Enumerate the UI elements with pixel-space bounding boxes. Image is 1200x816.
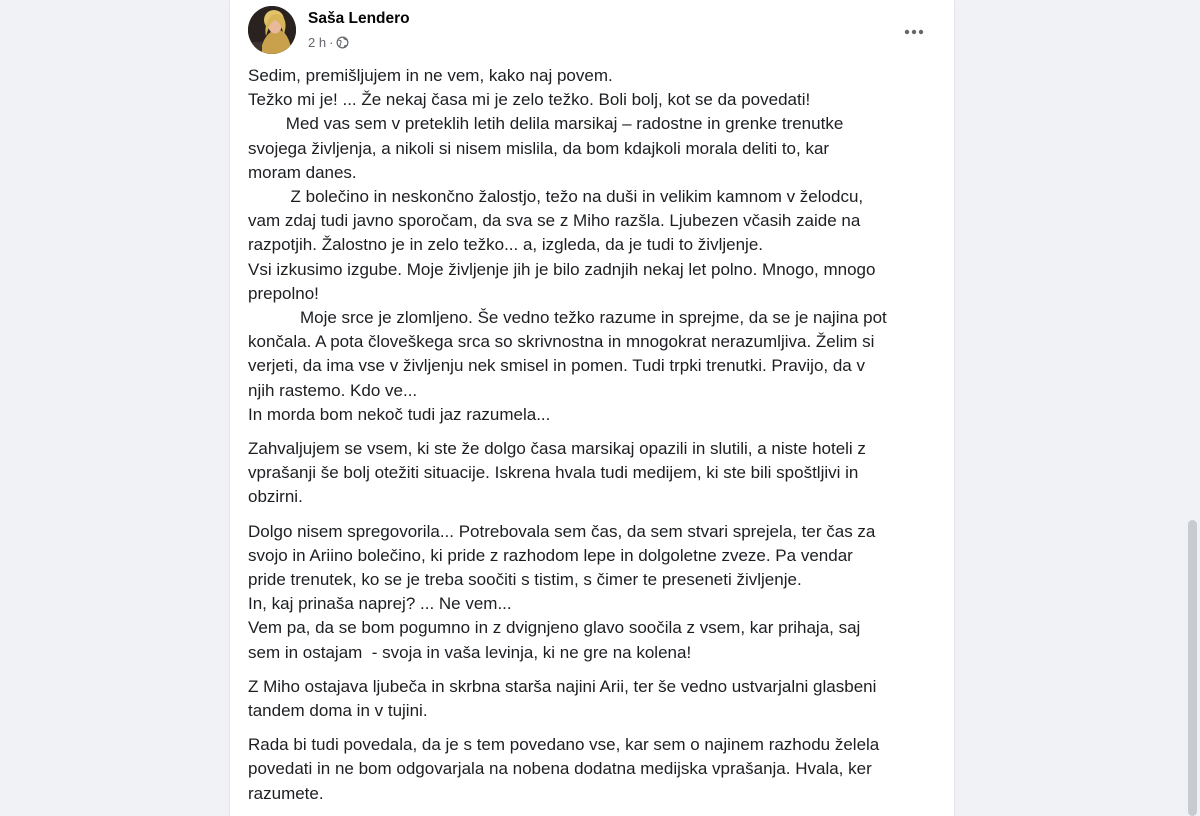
post-text-line: Moje srce je zlomljeno. Še vedno težko razume in sprejme, da se je najina pot xyxy=(248,308,887,328)
more-options-button[interactable] xyxy=(896,14,932,50)
post-header xyxy=(248,6,938,58)
meta-separator: · xyxy=(329,35,334,50)
post-text-line: In morda bom nekoč tudi jaz razumela... xyxy=(248,404,551,424)
post-body xyxy=(248,64,938,816)
post-text-line: svojo in Ariino bolečino, ki pride z razhodom lepe in dolgoletne zveze. Pa vendar xyxy=(248,545,853,565)
post-text-line: Vem pa, da se bom pogumno in z dvignjeno glavo soočila z vsem, kar prihaja, saj xyxy=(248,618,861,638)
post-text-line: povedati in ne bom odgovarjala na nobena dodatna medijska vprašanja. Hvala, ker xyxy=(248,759,872,779)
post-card xyxy=(230,0,954,816)
post-paragraph xyxy=(248,675,938,723)
post-text-line: verjeti, da ima vse v življenju nek smisel in pomen. Tudi trpki trenutki. Pravijo, da v xyxy=(248,356,865,376)
globe-icon[interactable] xyxy=(336,36,349,49)
post-text-line: njih rastemo. Kdo ve... xyxy=(248,380,418,400)
post-text-line: Težko mi je! ... Že nekaj časa mi je zelo težko. Boli bolj, kot se da povedati! xyxy=(248,90,811,110)
scrollbar-thumb[interactable] xyxy=(1188,520,1197,816)
post-text-line: prepolno! xyxy=(248,283,319,303)
post-text-line: sem in ostajam - svoja in vaša levinja, ki ne gre na kolena! xyxy=(248,642,692,662)
post-text-line: moram danes. xyxy=(248,162,357,182)
post-text-line: Zahvaljujem se vsem, ki ste že dolgo časa marsikaj opazili in slutili, a niste hoteli z xyxy=(248,439,866,459)
post-text-line: tandem doma in v tujini. xyxy=(248,701,428,721)
post-text-line: vam zdaj tudi javno sporočam, da sva se z Miho razšla. Ljubezen včasih zaide na xyxy=(248,211,861,231)
post-text-line: pride trenutek, ko se je treba soočiti s tistim, s čimer te preseneti življenje. xyxy=(248,570,802,590)
post-text-line: In, kaj prinaša naprej? ... Ne vem... xyxy=(248,594,512,614)
post-text-line: Rada bi tudi povedala, da je s tem povedano vse, kar sem o najinem razhodu želela xyxy=(248,735,880,755)
more-options-icon xyxy=(904,29,924,35)
post-text-line: razumete. xyxy=(248,783,324,803)
post-text-line: svojega življenja, a nikoli si nisem mislila, da bom kdajkoli morala deliti to, kar xyxy=(248,138,830,158)
post-text-line: Dolgo nisem spregovorila... Potrebovala sem čas, da sem stvari sprejela, ter čas za xyxy=(248,521,876,541)
post-paragraph xyxy=(248,733,938,806)
post-text-line: obzirni. xyxy=(248,487,303,507)
post-paragraph xyxy=(248,64,938,427)
post-timestamp[interactable]: 2 h xyxy=(308,35,327,50)
post-text-line: razpotjih. Žalostno je in zelo težko... a, izgleda, da je tudi to življenje. xyxy=(248,235,764,255)
post-paragraph xyxy=(248,437,938,510)
post-text-line: končala. A pota človeškega srca so skrivnostna in mnogokrat nerazumljiva. Želim si xyxy=(248,332,875,352)
post-text-line: Vsi izkusimo izgube. Moje življenje jih je bilo zadnjih nekaj let polno. Mnogo, mnogo xyxy=(248,259,876,279)
post-meta xyxy=(308,35,349,50)
post-paragraph xyxy=(248,520,938,665)
post-text-line: Z Miho ostajava ljubeča in skrbna starša najini Arii, ter še vedno ustvarjalni glasbeni xyxy=(248,676,877,696)
post-text-line: Z bolečino in neskončno žalostjo, težo na duši in velikim kamnom v želodcu, xyxy=(248,187,864,207)
author-avatar[interactable] xyxy=(248,6,296,54)
scrollbar[interactable] xyxy=(1184,0,1200,816)
post-text-line: vprašanji še bolj otežiti situacije. Iskrena hvala tudi medijem, ki ste bili spoštljivi in xyxy=(248,463,859,483)
post-text-line: Sedim, premišljujem in ne vem, kako naj povem. xyxy=(248,66,613,85)
post-text-line: Med vas sem v preteklih letih delila marsikaj – radostne in grenke trenutke xyxy=(248,114,844,134)
author-name[interactable]: Saša Lendero xyxy=(308,10,410,27)
